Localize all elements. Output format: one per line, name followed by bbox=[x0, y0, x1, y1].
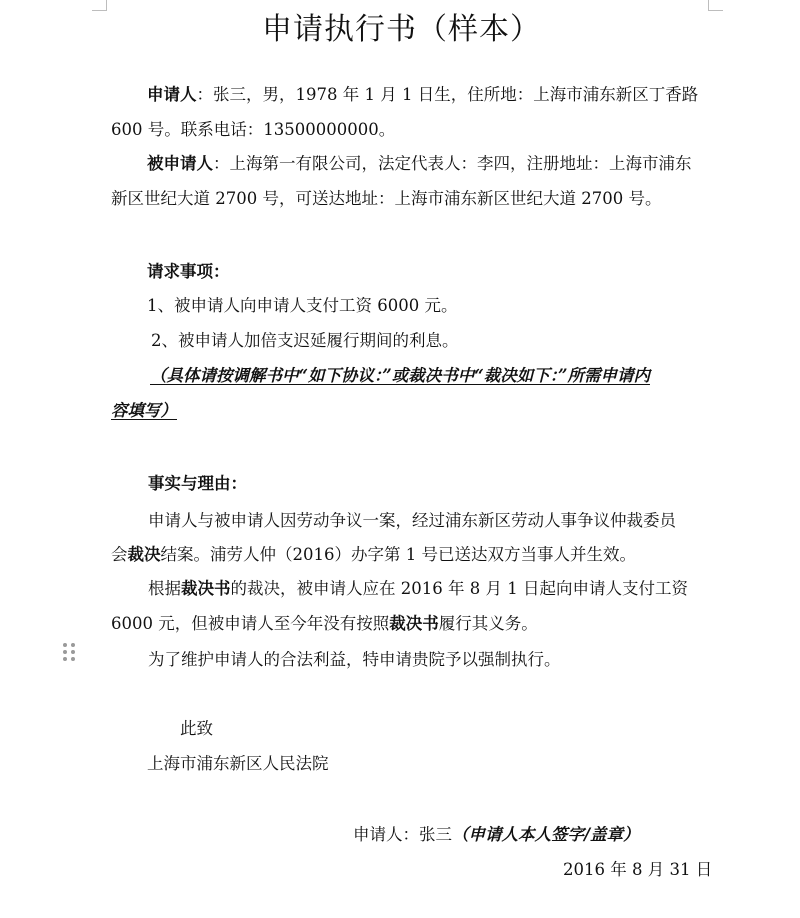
facts-paragraph-3: 为了维护申请人的合法利益，特申请贵院予以强制执行。 bbox=[148, 650, 561, 669]
facts-p1-bold: 裁决 bbox=[127, 545, 161, 564]
facts-p2-bold-2: 裁决书 bbox=[389, 614, 439, 633]
facts-p1-text-b: 结案。浦劳人仲（2016）办字第 1 号已送达双方当事人并生效。 bbox=[160, 545, 636, 564]
closing-court: 上海市浦东新区人民法院 bbox=[147, 754, 329, 773]
respondent-line-2: 新区世纪大道 2700 号，可送达地址：上海市浦东新区世纪大道 2700 号。 bbox=[111, 189, 662, 208]
respondent-line-1 bbox=[147, 151, 692, 177]
facts-heading: 事实与理由： bbox=[148, 474, 247, 493]
applicant-details: ：张三，男，1978 年 1 月 1 日生，住所地：上海市浦东新区丁香路 bbox=[196, 85, 699, 104]
facts-paragraph-1-line-1: 申请人与被申请人因劳动争议一案，经过浦东新区劳动人事争议仲裁委员 bbox=[148, 511, 676, 530]
requests-note-line-1: （具体请按调解书中“如下协议：”或裁决书中“裁决如下：”所需申请内 bbox=[150, 366, 650, 385]
crop-mark-top-right bbox=[708, 0, 723, 11]
signature-line bbox=[353, 822, 640, 848]
signature-date: 2016 年 8 月 31 日 bbox=[563, 860, 713, 879]
applicant-line-1 bbox=[147, 82, 698, 108]
facts-paragraph-2-line-2 bbox=[111, 611, 538, 637]
facts-p1-text-a: 会 bbox=[111, 545, 128, 564]
facts-p2-text-c: 6000 元，但被申请人至今年没有按照 bbox=[111, 614, 390, 633]
facts-p2-text-b: 的裁决，被申请人应在 2016 年 8 月 1 日起向申请人支付工资 bbox=[230, 579, 688, 598]
signature-label: 申请人：张三 bbox=[353, 825, 452, 844]
applicant-line-2: 600 号。联系电话：13500000000。 bbox=[111, 120, 396, 139]
respondent-label: 被申请人 bbox=[147, 154, 213, 173]
request-item-2: 2、被申请人加倍支迟延履行期间的利息。 bbox=[151, 331, 459, 350]
paragraph-drag-handle-icon[interactable] bbox=[63, 643, 77, 663]
facts-paragraph-1-line-2 bbox=[111, 542, 636, 568]
crop-mark-top-left bbox=[92, 0, 107, 11]
facts-paragraph-2-line-1 bbox=[148, 576, 688, 602]
closing-salutation: 此致 bbox=[180, 719, 213, 738]
facts-p2-text-d: 履行其义务。 bbox=[438, 614, 538, 633]
document-title: 申请执行书（样本） bbox=[262, 12, 541, 47]
applicant-label: 申请人 bbox=[147, 85, 197, 104]
request-item-1: 1、被申请人向申请人支付工资 6000 元。 bbox=[147, 296, 458, 315]
facts-p2-text-a: 根据 bbox=[148, 579, 181, 598]
facts-p2-bold: 裁决书 bbox=[181, 579, 231, 598]
respondent-details: ：上海第一有限公司，法定代表人：李四，注册地址：上海市浦东 bbox=[213, 154, 692, 173]
signature-note: （申请人本人签字/盖章） bbox=[452, 825, 640, 844]
requests-heading: 请求事项： bbox=[147, 262, 230, 281]
requests-note-line-2: 容填写） bbox=[111, 401, 177, 420]
